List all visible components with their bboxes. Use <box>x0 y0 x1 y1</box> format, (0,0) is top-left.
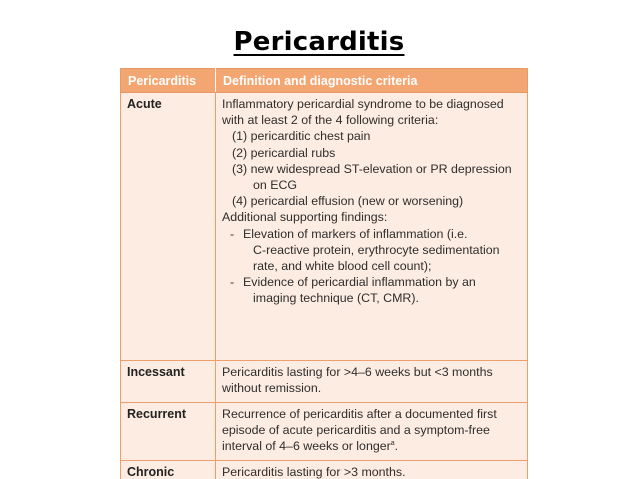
criterion-1: (1) pericarditic chest pain <box>232 129 371 144</box>
criterion-3-continued: on ECG <box>253 178 298 193</box>
table-row-acute <box>121 93 528 361</box>
supporting-finding-1 <box>222 226 521 242</box>
supporting-finding-1-text: Elevation of markers of inflammation (i.e. <box>243 226 468 241</box>
supporting-finding-2 <box>222 274 521 290</box>
page-title <box>0 27 638 57</box>
criterion-2: (2) pericardial rubs <box>232 145 336 160</box>
supporting-finding-2-line-2: imaging technique (CT, CMR). <box>253 291 419 306</box>
definition-chronic <box>216 461 528 479</box>
acute-intro-line-2: with at least 2 of the 4 following criteria: <box>222 113 439 128</box>
supporting-finding-1-line-3: rate, and white blood cell count); <box>253 259 432 274</box>
additional-findings-heading: Additional supporting findings: <box>222 210 388 225</box>
dash-marker: - <box>230 226 235 241</box>
criteria-table <box>120 68 528 479</box>
table-row-chronic <box>121 461 528 479</box>
definition-acute <box>216 93 528 361</box>
recurrent-line-2: episode of acute pericarditis and a symptom-free <box>222 423 490 438</box>
supporting-finding-2-text: Evidence of pericardial inflammation by an <box>243 275 476 290</box>
chronic-line-1: Pericarditis lasting for >3 months. <box>222 465 406 479</box>
footnote-marker: a <box>390 440 395 448</box>
term-chronic: Chronic <box>121 461 216 479</box>
table-header-row <box>121 69 528 93</box>
supporting-finding-1-line-2: C-reactive protein, erythrocyte sedimentation <box>253 242 500 257</box>
header-definition: Definition and diagnostic criteria <box>216 69 528 93</box>
recurrent-line-3-end: . <box>394 439 399 454</box>
dash-marker: - <box>230 275 235 290</box>
table-row-incessant <box>121 361 528 403</box>
term-recurrent: Recurrent <box>121 403 216 461</box>
recurrent-line-1: Recurrence of pericarditis after a documented first <box>222 407 497 421</box>
term-incessant: Incessant <box>121 361 216 403</box>
definition-incessant <box>216 361 528 403</box>
definition-recurrent <box>216 403 528 461</box>
incessant-line-2: without remission. <box>222 381 322 396</box>
criterion-3: (3) new widespread ST-elevation or PR depression <box>232 161 512 176</box>
acute-intro-line-1: Inflammatory pericardial syndrome to be diagnosed <box>222 97 504 111</box>
header-pericarditis: Pericarditis <box>121 69 216 93</box>
page-title-text: Pericarditis <box>233 27 405 57</box>
recurrent-line-3 <box>222 438 521 454</box>
table-row-recurrent <box>121 403 528 461</box>
term-acute: Acute <box>121 93 216 361</box>
incessant-line-1: Pericarditis lasting for >4–6 weeks but <3 months <box>222 365 493 379</box>
criterion-4: (4) pericardial effusion (new or worsening) <box>232 194 464 209</box>
recurrent-line-3-text: interval of 4–6 weeks or longer <box>222 439 391 454</box>
